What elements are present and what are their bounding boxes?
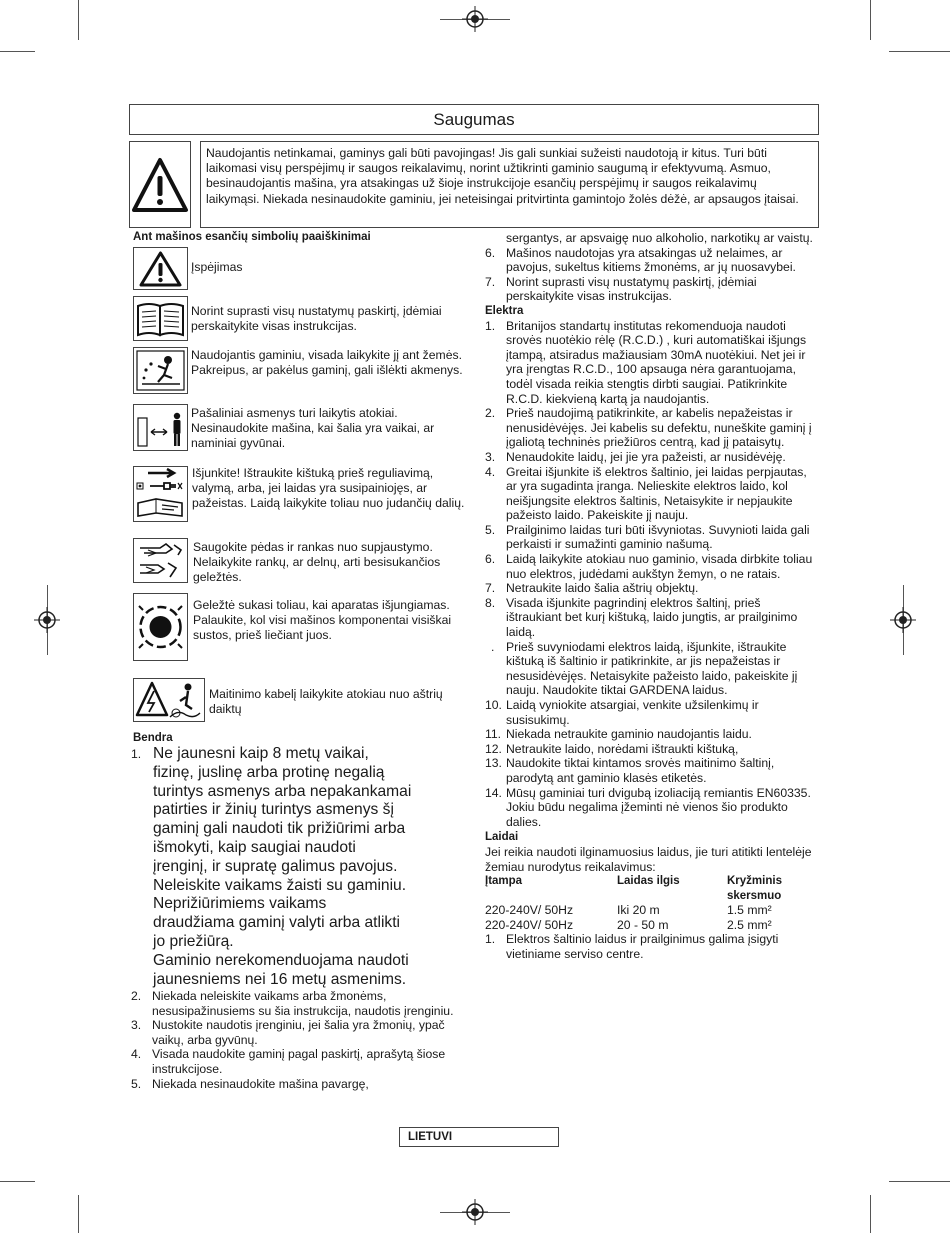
- list-item: 10. Laidą vyniokite atsargiai, venkite užsilenkimų ir susisukimų.: [485, 698, 759, 727]
- column-header: Įtampa: [485, 875, 523, 888]
- bendra-item-1: [131, 745, 476, 989]
- table-cell: 220-240V/ 50Hz: [485, 903, 574, 918]
- item-line: gaminį gali naudoti tik prižiūrimi arba: [153, 820, 406, 838]
- list-item: . Prieš suvyniodami elektros laidą, išjunkite, ištraukite kištuką iš šaltinio ir patikrinkite, ar jis nepažeistas ir nesusidėvėjęs. Netaisykite pažeisto laido, pakeiskite jį nauju. Naudokite tiktai GARDENA laidus.: [491, 639, 798, 698]
- list-item: 3. Nenaudokite laidų, jei jie yra pažeisti, ar nusidėvėję.: [485, 449, 786, 464]
- symbol-text: Įspėjimas: [191, 260, 243, 274]
- symbol-text: Pašaliniai asmenys turi laikytis atokiai. Nesinaudokite mašina, kai šalia yra vaikai, ar naminiai gyvūnai.: [191, 406, 435, 451]
- crop-mark: [78, 0, 79, 40]
- item-line: jaunesniems nei 16 metų asmenims.: [153, 970, 407, 988]
- symbol-manual: [133, 296, 188, 341]
- crop-mark: [0, 1181, 35, 1182]
- list-item: 2. Prieš naudojimą patikrinkite, ar kabelis nepažeistas ir nenusidėvėjęs. Jei kabelis su defektu, nuneškite gaminį į įgaliotą techninės priežiūros centrą, kad jį pataisytų.: [485, 406, 812, 450]
- symbol-text: Geležtė sukasi toliau, kai aparatas išjungiamas. Palaukite, kol visi mašinos komponentai visiškai sustos, prieš liečiant juos.: [193, 598, 452, 643]
- item-line: įrenginį, ir supratę galimus pavojus.: [153, 857, 398, 875]
- table-cell: 20 - 50 m: [617, 917, 669, 932]
- crop-mark: [889, 1181, 950, 1182]
- list-item: 4. Visada naudokite gaminį pagal paskirtį, aprašytą šiose instrukcijose.: [131, 1047, 446, 1076]
- table-row: [485, 918, 807, 933]
- item-line: jo priežiūrą.: [153, 932, 234, 950]
- right-column: [485, 231, 818, 961]
- item-line: draudžiama gaminį valyti arba atlikti: [153, 914, 401, 932]
- symbol-cable-sharp: [133, 678, 205, 722]
- symbol-text: Naudojantis gaminiu, visada laikykite jį ant žemės. Pakreipus, ar pakėlus gaminį, gali išlėkti akmenys.: [191, 348, 463, 378]
- list-item: 8. Visada išjunkite pagrindinį elektros šaltinį, prieš ištraukiant bet kurį kištuką, laido jungtis, ar prailginimo laidą.: [485, 595, 798, 640]
- crop-mark: [0, 51, 35, 52]
- item-line: turintys asmenys arba nepakankamai: [153, 782, 412, 800]
- symbols-heading: Ant mašinos esančių simbolių paaiškinimai: [133, 231, 371, 243]
- keep-distance-icon: [134, 405, 187, 450]
- bendra-list: [131, 989, 476, 1091]
- symbol-blade-hands-feet: [133, 538, 188, 583]
- laidai-intro: Jei reikia naudoti ilginamuosius laidus, jie turi atitikti lentelėje žemiau nurodytus reikalavimus:: [485, 844, 812, 874]
- symbol-rotating-blade: [133, 593, 188, 661]
- item-number: 1.: [131, 747, 142, 761]
- list-item: 5. Prailginimo laidas turi būti išvyniotas. Suvynioti laida gali perkaisti ir sumažinti gaminio našumą.: [485, 522, 810, 552]
- unplug-icon: [134, 467, 187, 521]
- item-line: Ne jaunesni kaip 8 metų vaikai,: [153, 745, 369, 762]
- item-line: fizinę, juslinę arba protinę negalią: [153, 763, 385, 781]
- crop-mark: [889, 51, 950, 52]
- laidai-heading: Laidai: [485, 831, 519, 844]
- registration-mark-icon: [34, 607, 60, 633]
- rotating-blade-icon: [134, 594, 187, 660]
- elektra-heading: Elektra: [485, 304, 524, 317]
- column-header: Laidas ilgis: [617, 875, 680, 888]
- column-header: Kryžminis skersmuo: [727, 875, 782, 902]
- crop-mark: [870, 1195, 871, 1233]
- list-item: 11. Niekada netraukite gaminio naudojantis laidu.: [485, 727, 752, 742]
- item-line: Gaminio nerekomenduojama naudoti: [153, 951, 409, 969]
- item-line: Neprižiūrimiems vaikams: [153, 895, 327, 913]
- list-item: 6. Laidą laikykite atokiau nuo gaminio, visada dirbkite toliau nuo elektros, judėdami aukštyn žemyn, o ne ratais.: [485, 552, 813, 581]
- table-cell: 220-240V/ 50Hz: [485, 917, 574, 932]
- item-line: patirties ir žinių turintys asmenys šį: [153, 801, 394, 819]
- registration-mark-icon: [462, 1199, 488, 1225]
- list-item: 12. Netraukite laido, norėdami ištraukti kištuką,: [485, 741, 739, 756]
- cable-table: [485, 874, 807, 932]
- list-item: 1. Elektros šaltinio laidus ir prailginimus galima įsigyti vietiniame serviso centre.: [485, 932, 779, 961]
- language-footer: LIETUVI: [399, 1127, 559, 1147]
- cable-sharp-objects-icon: [134, 679, 204, 721]
- symbol-keep-distance: [133, 404, 188, 451]
- warning-panel: [129, 141, 191, 228]
- list-item: 7. Netraukite laido šalia aštrių objektų.: [485, 581, 699, 596]
- symbol-flying-stones: [133, 347, 188, 394]
- list-item: 2. Niekada neleiskite vaikams arba žmonėms, nesusipažinusiems su šia instrukcija, naudotis įrenginiu.: [131, 989, 454, 1018]
- list-item: 3. Nustokite naudotis įrenginiu, jei šalia yra žmonių, ypač vaikų, arba gyvūnų.: [131, 1018, 445, 1047]
- list-item: 14. Mūsų gaminiai turi dvigubą izoliaciją remiantis EN60335. Jokiu būdu negalima įžeminti nė vienos šio produkto dalies.: [485, 785, 811, 829]
- symbol-text: Norint suprasti visų nustatymų paskirtį, įdėmiai perskaitykite visas instrukcijas.: [191, 304, 442, 334]
- crop-mark: [78, 1195, 79, 1233]
- crop-mark: [870, 0, 871, 40]
- table-row: [485, 903, 807, 918]
- symbol-text: Maitinimo kabelį laikykite atokiau nuo aštrių daiktų: [209, 687, 443, 717]
- list-item: 4. Greitai išjunkite iš elektros šaltinio, jei laidas perpjautas, ar yra sugadinta įranga. Nelieskite elektros laido, kol neišjungsite elektros šaltinis, Netaisykite ir nepjaukite pažeisto laido. Pakeiskite jį nauju.: [485, 464, 807, 523]
- flying-stones-icon: [134, 348, 187, 393]
- table-header-row: [485, 874, 807, 903]
- symbol-text: Saugokite pėdas ir rankas nuo supjaustymo. Nelaikykite rankų, ar delnų, arti besisukančios geležtės.: [193, 540, 441, 585]
- intro-warning-text: Naudojantis netinkamai, gaminys gali būti pavojingas! Jis gali sunkiai sužeisti naudotoją ir kitus. Turi būti laikomasi visų perspėjimų ir saugos reikalavimų, norint užtikrinti gaminio saugumą ir efektyvumą. Asmuo, besinaudojantis mašina, yra atsakingas už šioje instrukcijoje esančių perspėjimų ir saugos reikalavimų laikymąsi. Niekada nesinaudokite gaminiu, jei neteisingai pritvirtinta gamintojo žolės dėžė, ar apsaugos įtaisai.: [200, 141, 819, 228]
- warning-triangle-icon: [130, 142, 190, 227]
- list-item: 6. Mašinos naudotojas yra atsakingas už nelaimes, ar pavojus, sukeltus kitiems žmonėms, ar jų nuosavybei.: [485, 245, 796, 275]
- table-cell: Iki 20 m: [617, 903, 660, 918]
- registration-mark-icon: [890, 607, 916, 633]
- blade-hands-feet-icon: [134, 539, 187, 582]
- list-item: 1. Britanijos standartų institutas rekomenduoja naudoti srovės nuotėkio rėlę (R.C.D.) , kuri automatiškai išjungs įtampą, atsiradus mažiausiam 30mA nuotėkiui. Net jei ir yra įrengtas R.C.D., 100 apsauga nėra garantuojama, todėl visada reikia stengtis dirbti saugiai. Patikrinkite R.C.D. kiekvieną kartą ja naudojantis.: [485, 318, 807, 406]
- registration-mark-icon: [462, 6, 488, 32]
- list-item: 7. Norint suprasti visų nustatymų paskirtį, įdėmiai perskaitykite visas instrukcijas.: [485, 274, 757, 304]
- table-cell: 1.5 mm²: [727, 903, 772, 918]
- bendra-heading: Bendra: [133, 732, 173, 744]
- symbol-text: Išjunkite! Ištraukite kištuką prieš reguliavimą, valymą, arba, jei laidas yra susipainiojęs, ar pažeistas. Laidą laikykite toliau nuo judančių dalių.: [192, 466, 465, 511]
- instruction-manual-icon: [134, 297, 187, 340]
- warning-triangle-icon: [134, 248, 187, 289]
- page-title: Saugumas: [129, 104, 819, 135]
- list-item: sergantys, ar apsvaigę nuo alkoholio, narkotikų ar vaistų.: [506, 231, 813, 245]
- list-item: 5. Niekada nesinaudokite mašina pavargę,: [131, 1076, 369, 1091]
- symbol-warning: [133, 247, 188, 290]
- table-cell: 2.5 mm²: [727, 917, 772, 932]
- item-line: išmokyti, kaip saugiai naudoti: [153, 838, 356, 856]
- item-line: Neleiskite vaikams žaisti su gaminiu.: [153, 876, 407, 894]
- list-item: 13. Naudokite tiktai kintamos srovės maitinimo šaltinį, parodytą ant gaminio klasės etiketės.: [485, 756, 775, 785]
- symbol-unplug: [133, 466, 188, 522]
